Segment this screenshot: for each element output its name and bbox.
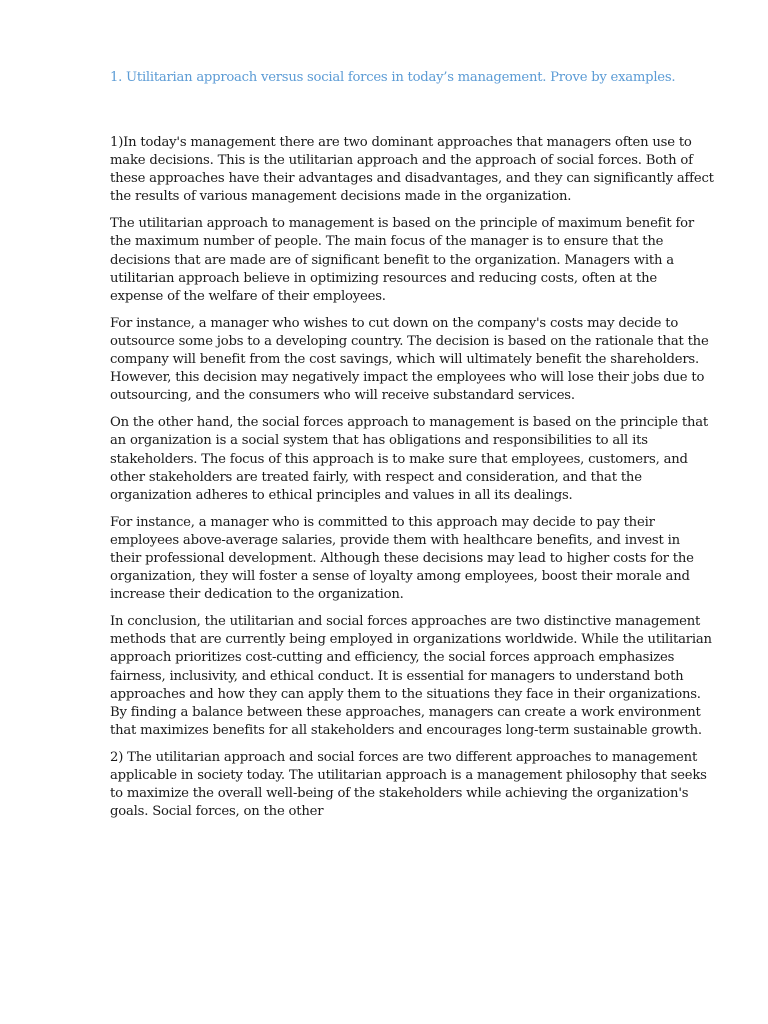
document-body bbox=[110, 69, 714, 830]
paragraph: For instance, a manager who wishes to cut down on the company's costs may decide to outsource some jobs to a developing country. The decision is based on the rationale that the company will benefit from the cost savings, which will ultimately benefit the shareholders. However, this decision may negatively impact the employees who will lose their jobs due to outsourcing, and the consumers who will receive substandard services. bbox=[110, 315, 709, 404]
paragraph: 2) The utilitarian approach and social forces are two different approaches to management applicable in society today. The utilitarian approach is a management philosophy that seeks to maximize the overall well-being of the stakeholders while achieving the organization's goals. Social forces, on the other bbox=[110, 749, 707, 820]
paragraph: On the other hand, the social forces approach to management is based on the principle that an organization is a social system that has obligations and responsibilities to all its stakeholders. The focus of this approach is to make sure that employees, customers, and other stakeholders are treated fairly, with respect and consideration, and that the organization adheres to ethical principles and values in all its dealings. bbox=[110, 415, 709, 503]
paragraph: For instance, a manager who is committed to this approach may decide to pay their employees above-average salaries, provide them with healthcare benefits, and invest in their professional development. Although these decisions may lead to higher costs for the organization, they will foster a sense of loyalty among employees, boost their morale and increase their dedication to the organization. bbox=[110, 514, 694, 603]
document-heading: 1. Utilitarian approach versus social forces in today’s management. Prove by examples. bbox=[110, 70, 676, 85]
paragraph: 1)In today's management there are two dominant approaches that managers often use to make decisions. This is the utilitarian approach and the approach of social forces. Both of these approaches have their advantages and disadvantages, and they can significantly affect the results of various management decisions made in the organization. bbox=[110, 135, 714, 205]
paragraph: The utilitarian approach to management is based on the principle of maximum benefit for the maximum number of people. The main focus of the manager is to ensure that the decisions that are made are of significant benefit to the organization. Managers with a utilitarian approach believe in optimizing resources and reducing costs, often at the expense of the welfare of their employees. bbox=[110, 216, 694, 304]
paragraph: In conclusion, the utilitarian and social forces approaches are two distinctive management methods that are currently being employed in organizations worldwide. While the utilitarian approach prioritizes cost-cutting and efficiency, the social forces approach emphasizes fairness, inclusivity, and ethical conduct. It is essential for managers to understand both approaches and how they can apply them to the situations they face in their organizations. By finding a balance between these approaches, managers can create a work environment that maximizes benefits for all stakeholders and encourages long-term sustainable growth. bbox=[110, 614, 712, 738]
